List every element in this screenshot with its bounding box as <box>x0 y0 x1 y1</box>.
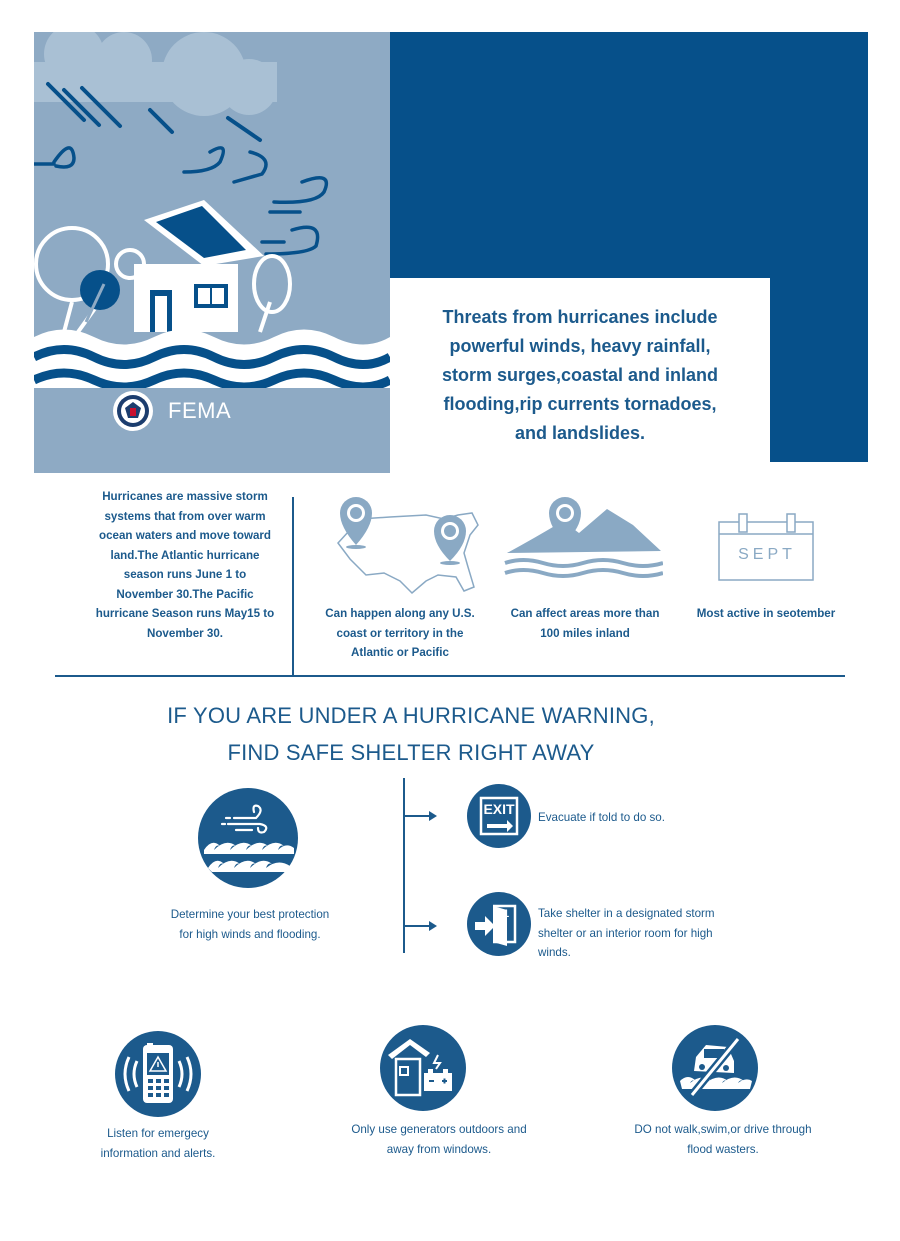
shelter-text: Take shelter in a designated storm shelter or an interior room for high winds. <box>538 907 715 959</box>
shelter-door-icon <box>467 892 531 956</box>
evacuate-text: Evacuate if told to do so. <box>538 811 665 824</box>
fema-branding <box>112 390 231 432</box>
step-arrow-evacuate <box>405 815 435 817</box>
protection-caption: Determine your best protection for high winds and flooding. <box>170 908 330 941</box>
mountains-pin-icon <box>503 495 663 585</box>
warning-heading-line2: FIND SAFE SHELTER RIGHT AWAY <box>227 740 595 765</box>
warning-heading-line1: IF YOU ARE UNDER A HURRICANE WARNING, <box>167 703 655 728</box>
calendar-month-label: SEPT <box>738 546 796 563</box>
step-arrow-shelter <box>405 925 435 927</box>
active-month-caption: Most active in seotember <box>696 607 836 620</box>
exit-sign-icon <box>467 784 531 848</box>
coast-caption: Can happen along any U.S. coast or territory in the Atlantic or Pacific <box>325 607 475 659</box>
threats-text: Threats from hurricanes include powerful winds, heavy rainfall, storm surges,coastal and inland flooding,rip currents tornadoes, and landslides. <box>441 307 719 443</box>
calendar-icon <box>717 512 817 584</box>
tip-flood-text: DO not walk,swim,or drive through flood wasters. <box>634 1123 812 1156</box>
wind-flood-icon <box>198 788 298 888</box>
inland-caption: Can affect areas more than 100 miles inland <box>510 607 660 640</box>
section-divider <box>55 675 845 677</box>
hurricane-intro-text: Hurricanes are massive storm systems that from over warm ocean waters and move toward land.The Atlantic hurricane season runs June 1 to November 30.The Pacific hurricane Season runs May15 to November 30. <box>95 490 275 640</box>
phone-alert-icon <box>115 1031 201 1117</box>
exit-label: EXIT <box>483 801 515 817</box>
tip-generator-text: Only use generators outdoors and away from windows. <box>351 1123 527 1156</box>
dhs-seal-icon <box>112 390 154 432</box>
facts-divider <box>292 497 294 675</box>
us-map-pins-icon <box>330 495 490 600</box>
door-number: 1 <box>503 908 510 920</box>
fema-label: FEMA <box>168 398 232 423</box>
no-flood-driving-icon <box>672 1025 758 1111</box>
generator-icon <box>380 1025 466 1111</box>
tip-listen-text: Listen for emergecy information and alerts. <box>100 1127 216 1160</box>
threats-box <box>390 278 770 473</box>
